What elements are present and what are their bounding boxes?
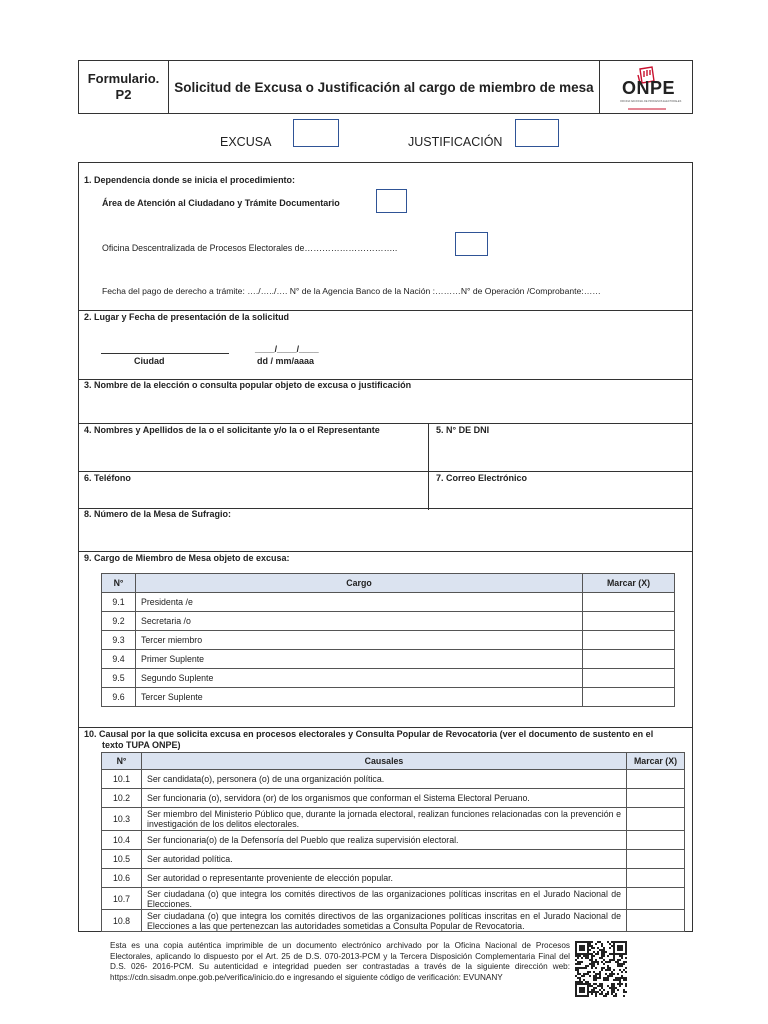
authenticity-notice: Esta es una copia auténtica imprimible de un documento electrónico archivado por la Oficina Nacional de Procesos Electorales, aplicando lo dispuesto por el Art. 25 de D.S. 070-2013-PCM y la Tercera Disposición Complementaria Final del D.S. 026- 2016-PCM. Su autenticidad e integridad pueden ser contrastadas a través de la siguiente dirección web: https://cdn.sisadm.onpe.gob.pe/verifica/inicio.do e ingresando el siguiente código de verificación: EVUNANY: [110, 941, 570, 982]
causal-text: Ser miembro del Ministerio Público que, durante la jornada electoral, realizan funciones relacionadas con la prevención e investigación de los delitos electorales.: [142, 808, 627, 831]
section1-title: 1. Dependencia donde se inicia el procedimiento:: [84, 175, 296, 185]
causal-number: 10.2: [102, 789, 142, 808]
causal-text: Ser autoridad política.: [142, 850, 627, 869]
table-row: [102, 631, 675, 650]
causal-number: 10.5: [102, 850, 142, 869]
area-atencion-checkbox[interactable]: [376, 189, 407, 213]
section9-title: 9. Cargo de Miembro de Mesa objeto de excusa:: [84, 553, 290, 563]
causales-header-marcar: Marcar (X): [627, 753, 685, 770]
section3-title: 3. Nombre de la elección o consulta popular objeto de excusa o justificación: [84, 380, 412, 390]
cargo-header-n: N°: [102, 574, 136, 593]
causal-number: 10.4: [102, 831, 142, 850]
cargo-number: 9.3: [102, 631, 136, 650]
table-row: [102, 850, 685, 869]
form-code-line2: P2: [115, 87, 132, 102]
cargo-table: [101, 573, 675, 707]
causal-mark-cell[interactable]: [627, 831, 685, 850]
causal-text: Ser ciudadana (o) que integra los comités directivos de las organizaciones políticas inscritas en el Jurado Nacional de Elecciones.: [142, 888, 627, 910]
table-row: [102, 910, 685, 932]
cargo-name: Secretaria /o: [136, 612, 583, 631]
form-title: Solicitud de Excusa o Justificación al cargo de miembro de mesa: [169, 61, 600, 113]
cargo-mark-cell[interactable]: [583, 669, 675, 688]
causal-number: 10.6: [102, 869, 142, 888]
section10-title-line2: texto TUPA ONPE): [102, 740, 181, 750]
causal-number: 10.3: [102, 808, 142, 831]
cargo-header-marcar: Marcar (X): [583, 574, 675, 593]
payment-info-line[interactable]: Fecha del pago de derecho a trámite: …./…../…. N° de la Agencia Banco de la Nación :………N° de Operación /Comprobante:……: [102, 286, 601, 296]
cargo-mark-cell[interactable]: [583, 593, 675, 612]
odpe-checkbox[interactable]: [455, 232, 488, 256]
cargo-number: 9.5: [102, 669, 136, 688]
onpe-logo: [600, 61, 692, 113]
date-mask[interactable]: ____/____/____: [255, 344, 319, 354]
cargo-mark-cell[interactable]: [583, 688, 675, 707]
cargo-name: Tercer Suplente: [136, 688, 583, 707]
cargo-name: Segundo Suplente: [136, 669, 583, 688]
causal-mark-cell[interactable]: [627, 789, 685, 808]
form-code-line1: Formulario.: [87, 71, 160, 86]
justificacion-label: JUSTIFICACIÓN: [408, 135, 503, 149]
cargo-number: 9.2: [102, 612, 136, 631]
section1-option-odpe: Oficina Descentralizada de Procesos Electorales de…………………………..: [102, 243, 398, 253]
section6-title: 6. Teléfono: [84, 473, 131, 483]
cargo-number: 9.1: [102, 593, 136, 612]
section5-title: 5. N° DE DNI: [436, 425, 490, 435]
logo-text: ONPE: [622, 78, 676, 98]
cargo-header-cargo: Cargo: [136, 574, 583, 593]
causal-text: Ser funcionaria (o), servidora (or) de los organismos que conforman el Sistema Electoral Peruano.: [142, 789, 627, 808]
cargo-name: Tercer miembro: [136, 631, 583, 650]
cargo-mark-cell[interactable]: [583, 612, 675, 631]
cargo-name: Primer Suplente: [136, 650, 583, 669]
causal-mark-cell[interactable]: [627, 888, 685, 910]
causal-number: 10.1: [102, 770, 142, 789]
cargo-mark-cell[interactable]: [583, 650, 675, 669]
table-row: [102, 808, 685, 831]
causal-text: Ser autoridad o representante proveniente de elección popular.: [142, 869, 627, 888]
causal-text: Ser funcionaria(o) de la Defensoría del Pueblo que realiza supervisión electoral.: [142, 831, 627, 850]
section8-title: 8. Número de la Mesa de Sufragio:: [84, 509, 232, 519]
causal-number: 10.7: [102, 888, 142, 910]
causal-mark-cell[interactable]: [627, 850, 685, 869]
causal-mark-cell[interactable]: [627, 808, 685, 831]
causales-table: [101, 752, 685, 932]
excusa-label: EXCUSA: [220, 135, 272, 149]
form-code: [79, 61, 169, 113]
table-row: [102, 831, 685, 850]
table-row: [102, 612, 675, 631]
date-format-label: dd / mm/aaaa: [257, 356, 315, 366]
section10-title-line1: 10. Causal por la que solicita excusa en procesos electorales y Consulta Popular de Revocatoria (ver el documento de sustento en el: [84, 729, 654, 739]
causal-text: Ser candidata(o), personera (o) de una organización política.: [142, 770, 627, 789]
form-header: [78, 60, 693, 114]
table-row: [102, 869, 685, 888]
section4-title: 4. Nombres y Apellidos de la o el solicitante y/o la o el Representante: [84, 425, 380, 435]
cargo-name: Presidenta /e: [136, 593, 583, 612]
causal-number: 10.8: [102, 910, 142, 932]
excusa-checkbox[interactable]: [293, 119, 339, 147]
table-row: [102, 789, 685, 808]
cargo-number: 9.4: [102, 650, 136, 669]
application-form: [78, 162, 693, 932]
cargo-number: 9.6: [102, 688, 136, 707]
section7-title: 7. Correo Electrónico: [436, 473, 528, 483]
logo-subtext: OFICINA NACIONAL DE PROCESOS ELECTORALES: [620, 100, 682, 103]
table-row: [102, 669, 675, 688]
city-label: Ciudad: [134, 356, 165, 366]
causales-header-n: N°: [102, 753, 142, 770]
causal-mark-cell[interactable]: [627, 910, 685, 932]
justificacion-checkbox[interactable]: [515, 119, 559, 147]
table-row: [102, 770, 685, 789]
city-line[interactable]: [101, 353, 229, 354]
causales-header-causales: Causales: [142, 753, 627, 770]
table-row: [102, 688, 675, 707]
causal-mark-cell[interactable]: [627, 770, 685, 789]
section1-option-area-atencion: Área de Atención al Ciudadano y Trámite Documentario: [102, 198, 340, 208]
section2-title: 2. Lugar y Fecha de presentación de la solicitud: [84, 312, 290, 322]
cargo-mark-cell[interactable]: [583, 631, 675, 650]
table-row: [102, 593, 675, 612]
table-row: [102, 888, 685, 910]
qr-code-icon: [575, 941, 627, 997]
table-row: [102, 650, 675, 669]
causal-text: Ser ciudadana (o) que integra los comités directivos de las organizaciones políticas inscritas en el Jurado Nacional de Elecciones a las que pertenezcan las autoridades sometidas a Consulta Popular de Revocatoria.: [142, 910, 627, 932]
causal-mark-cell[interactable]: [627, 869, 685, 888]
